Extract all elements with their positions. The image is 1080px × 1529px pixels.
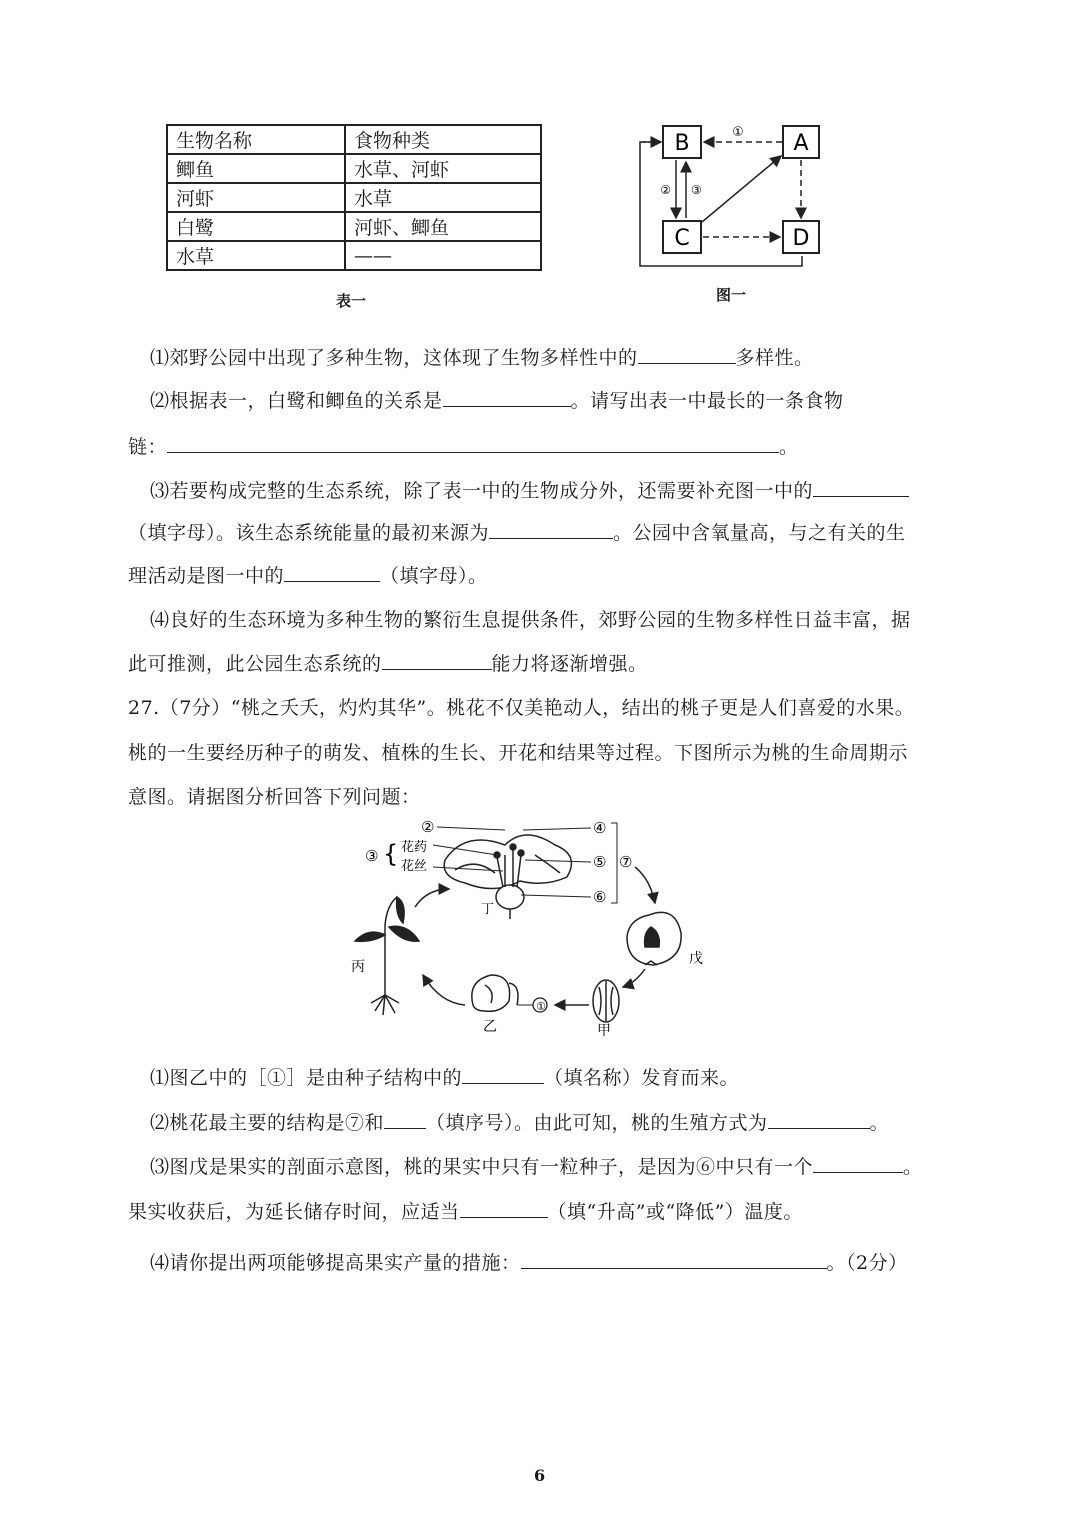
stage-label-bing: 丙 bbox=[351, 959, 365, 975]
question-text: ⑷请你提出两项能够提高果实产量的措施： bbox=[150, 1252, 521, 1274]
question-text: ⑴图乙中的［①］是由种子结构中的 bbox=[150, 1067, 463, 1089]
q27-item-1 bbox=[150, 1063, 739, 1090]
table-cell: 白鹭 bbox=[167, 212, 345, 241]
table-cell: —— bbox=[345, 241, 541, 270]
question-text: （填序号）。由此可知，桃的生殖方式为 bbox=[426, 1112, 768, 1134]
q27-item-2 bbox=[150, 1108, 889, 1135]
table-row bbox=[167, 154, 541, 183]
table-cell: 水草 bbox=[345, 183, 541, 212]
stamen-part-label: 花药 bbox=[401, 840, 428, 855]
q26-item-3-cont2 bbox=[128, 561, 488, 588]
q26-item-2 bbox=[150, 386, 844, 413]
q26-item-3 bbox=[150, 476, 909, 503]
flower-number-6: ⑥ bbox=[593, 888, 607, 906]
figure-caption: 图一 bbox=[716, 286, 747, 304]
question-text: ⑶若要构成完整的生态系统，除了表一中的生物成分外，还需要补充图一中的 bbox=[150, 480, 814, 502]
question-text: 。（2分） bbox=[826, 1252, 908, 1274]
stamen-brace: { bbox=[383, 840, 399, 868]
question-text: ⑴郊野公园中出现了多种生物，这体现了生物多样性中的 bbox=[150, 347, 638, 369]
stage-label-yi: 乙 bbox=[483, 1019, 497, 1035]
ecosystem-diagram bbox=[628, 118, 828, 270]
table-row bbox=[167, 212, 541, 241]
q27-intro-2: 桃的一生要经历种子的萌发、植株的生长、开花和结果等过程。下图所示为桃的生命周期示 bbox=[128, 742, 909, 764]
answer-blank[interactable] bbox=[384, 1110, 426, 1129]
answer-blank[interactable] bbox=[813, 478, 909, 497]
flower-number-4: ④ bbox=[593, 819, 607, 837]
table-row bbox=[167, 183, 541, 212]
seedling-illustration bbox=[355, 897, 419, 1015]
flower-number-7: ⑦ bbox=[619, 853, 633, 871]
answer-blank[interactable] bbox=[521, 1250, 827, 1269]
q27-item-4 bbox=[150, 1248, 908, 1275]
question-text: ⑷良好的生态环境为多种生物的繁衍生息提供条件，郊野公园的生物多样性日益丰富，据 bbox=[150, 609, 911, 631]
table-cell: 鲫鱼 bbox=[167, 154, 345, 183]
food-table bbox=[166, 124, 542, 271]
table-header-row bbox=[167, 125, 541, 154]
answer-blank[interactable] bbox=[443, 388, 571, 407]
answer-blank[interactable] bbox=[462, 1065, 544, 1084]
flower-number-5: ⑤ bbox=[593, 853, 607, 871]
cycle-arrows bbox=[415, 867, 655, 1005]
table-cell: 水草 bbox=[167, 241, 345, 270]
q27-item-3 bbox=[150, 1152, 923, 1179]
q26-item-4-cont bbox=[128, 649, 648, 676]
question-text: （填名称）发育而来。 bbox=[544, 1067, 740, 1089]
q27-intro-3: 意图。请据图分析回答下列问题： bbox=[128, 786, 421, 808]
table-cell: 河虾 bbox=[167, 183, 345, 212]
peach-flower-illustration bbox=[444, 835, 571, 919]
question-text: 此可推测，此公园生态系统的 bbox=[128, 653, 382, 675]
table-cell: 河虾、鲫鱼 bbox=[345, 212, 541, 241]
question-text: 能力将逐渐增强。 bbox=[491, 653, 648, 675]
question-text: 。 bbox=[869, 1112, 890, 1134]
node-a-label: A bbox=[793, 131, 809, 156]
stage-label-ding: 丁 bbox=[481, 902, 495, 917]
question-text: 理活动是图一中的 bbox=[128, 565, 285, 587]
question-text: 。 bbox=[903, 1156, 923, 1178]
answer-blank[interactable] bbox=[167, 434, 779, 453]
germinating-seed-illustration bbox=[472, 975, 518, 1011]
answer-blank[interactable] bbox=[768, 1110, 870, 1129]
answer-blank[interactable] bbox=[284, 563, 380, 582]
question-text: （填字母）。 bbox=[380, 565, 488, 587]
table-caption: 表一 bbox=[336, 292, 367, 310]
question-text: 多样性。 bbox=[735, 347, 814, 369]
table-row bbox=[167, 241, 541, 270]
node-d-label: D bbox=[792, 226, 810, 251]
arrow-label-3: ③ bbox=[691, 183, 702, 197]
question-text: 。公园中含氧量高，与之有关的生 bbox=[613, 522, 906, 544]
answer-blank[interactable] bbox=[638, 345, 736, 364]
q26-item-2-chain bbox=[128, 432, 799, 459]
question-text: ⑵根据表一，白鹭和鲫鱼的关系是 bbox=[150, 390, 443, 412]
stage-label-jia: 甲 bbox=[597, 1023, 611, 1039]
answer-blank[interactable] bbox=[460, 1199, 548, 1218]
table-cell: 水草、河虾 bbox=[345, 154, 541, 183]
peach-seed-illustration bbox=[593, 980, 619, 1022]
peach-lifecycle-figure bbox=[345, 815, 725, 1040]
node-c-label: C bbox=[674, 226, 690, 251]
q26-item-3-cont bbox=[128, 518, 906, 545]
question-text: 。请写出表一中最长的一条食物 bbox=[570, 390, 844, 412]
peach-fruit-section bbox=[627, 912, 681, 965]
flower-number-3: ③ bbox=[365, 847, 379, 865]
page-number: 6 bbox=[534, 1466, 546, 1485]
q27-intro-1: 27.（7分）“桃之夭夭，灼灼其华”。桃花不仅美艳动人，结出的桃子更是人们喜爱的水果。 bbox=[128, 697, 915, 719]
arrow-label-2: ② bbox=[660, 183, 671, 197]
arrow-label-1: ① bbox=[732, 125, 744, 140]
answer-blank[interactable] bbox=[489, 520, 613, 539]
question-text: ⑵桃花最主要的结构是⑦和 bbox=[150, 1112, 385, 1134]
seed-number-1: ① bbox=[536, 1000, 546, 1013]
question-text: 链： bbox=[128, 436, 168, 458]
q26-item-1 bbox=[150, 343, 814, 370]
q26-item-4 bbox=[150, 605, 911, 632]
question-text: （填字母）。该生态系统能量的最初来源为 bbox=[128, 522, 490, 544]
stamen-part-label: 花丝 bbox=[401, 859, 428, 874]
answer-blank[interactable] bbox=[813, 1154, 903, 1173]
question-text: 。 bbox=[779, 436, 799, 458]
q27-item-3-cont bbox=[128, 1197, 803, 1224]
stage-label-wu: 戊 bbox=[689, 951, 703, 967]
table-header-cell: 生物名称 bbox=[167, 125, 345, 154]
question-text: （填“升高”或“降低”）温度。 bbox=[547, 1201, 803, 1223]
node-b-label: B bbox=[674, 131, 690, 156]
flower-number-2: ② bbox=[421, 818, 435, 836]
answer-blank[interactable] bbox=[382, 651, 492, 670]
table-header-cell: 食物种类 bbox=[345, 125, 541, 154]
arrow-c-to-a bbox=[702, 156, 781, 222]
question-text: ⑶图戊是果实的剖面示意图，桃的果实中只有一粒种子，是因为⑥中只有一个 bbox=[150, 1156, 814, 1178]
question-text: 果实收获后，为延长储存时间，应适当 bbox=[128, 1201, 460, 1223]
